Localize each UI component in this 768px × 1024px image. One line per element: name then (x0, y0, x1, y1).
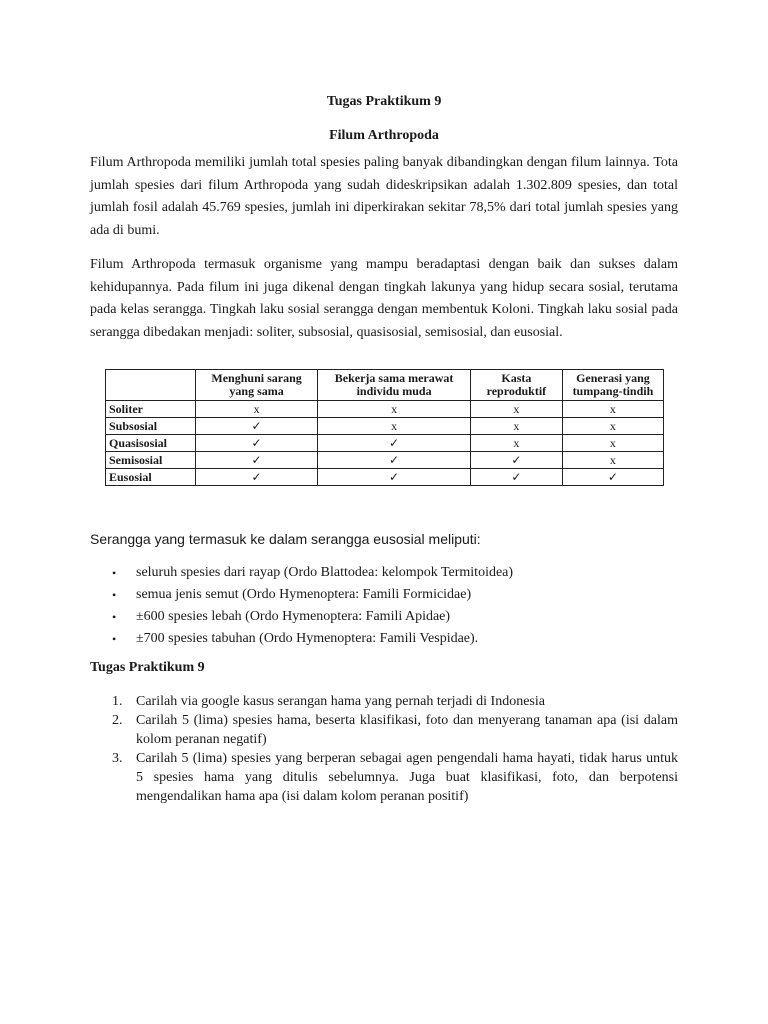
list-item (112, 584, 672, 606)
task-list (112, 692, 678, 806)
list-item-text: ±600 spesies lebah (Ordo Hymenoptera: Famili Apidae) (136, 609, 451, 624)
row-label: Quasisosial (106, 435, 196, 452)
paragraph-1: Filum Arthropoda memiliki jumlah total spesies paling banyak dibandingkan dengan filum lainnya. Tota jumlah spesies dari filum Arthropoda yang sudah dideskripsikan adalah 1.302.809 spesies, dan total jumlah fosil adalah 45.769 spesies, jumlah ini diperkirakan sekitar 78,5% dari total jumlah spesies yang ada di bumi. (90, 155, 678, 238)
row-label: Eusosial (106, 469, 196, 486)
row-label: Semisosial (106, 452, 196, 469)
paragraph-2: Filum Arthropoda termasuk organisme yang mampu beradaptasi dengan baik dan sukses dalam kehidupannya. Pada filum ini juga dikenal dengan tingkah lakunya yang hidup secara sosial, terutama pada kelas serangga. Tingkah laku sosial serangga dengan membentuk Koloni. Tingkah laku sosial pada serangga dibedakan menjadi: soliter, subsosial, quasisosial, semisosial, dan eusosial. (90, 257, 678, 340)
table-cell: ✓ (562, 469, 663, 486)
table-cell: x (562, 452, 663, 469)
table-row (106, 418, 664, 435)
table-cell: ✓ (318, 469, 471, 486)
table-cell: x (195, 401, 317, 418)
row-label: Subsosial (106, 418, 196, 435)
social-behavior-table (105, 369, 664, 486)
table-header-cell: Bekerja sama merawat individu muda (318, 370, 471, 401)
table-cell: x (562, 418, 663, 435)
bullet-icon: • (112, 632, 117, 646)
table-header-cell: Generasi yang tumpang-tindih (562, 370, 663, 401)
table-cell: x (470, 435, 562, 452)
list-item-text: Carilah via google kasus serangan hama yang pernah terjadi di Indonesia (136, 694, 545, 709)
list-number: 1. (112, 694, 123, 709)
table-cell: x (470, 401, 562, 418)
table-cell: x (562, 401, 663, 418)
table-cell: ✓ (195, 469, 317, 486)
list-item (112, 628, 672, 650)
table-header-cell (106, 370, 196, 401)
eusocial-intro: Serangga yang termasuk ke dalam serangga eusosial meliputi: (90, 531, 481, 547)
eusocial-list (112, 562, 672, 650)
bullet-icon: • (112, 610, 117, 624)
table-cell: ✓ (470, 469, 562, 486)
list-item-text: seluruh spesies dari rayap (Ordo Blattodea: kelompok Termitoidea) (136, 565, 514, 580)
list-item-text: ±700 spesies tabuhan (Ordo Hymenoptera: Famili Vespidae). (136, 631, 479, 646)
table-cell: x (318, 401, 471, 418)
list-item-text: Carilah 5 (lima) spesies yang berperan sebagai agen pengendali hama hayati, tidak harus untuk 5 spesies hama yang ditulis sebelumnya. Juga buat klasifikasi, foto, dan berpotensi mengendalikan hama apa (isi dalam kolom peranan positif) (136, 751, 678, 804)
table-cell: ✓ (318, 435, 471, 452)
table-row (106, 401, 664, 418)
list-item-text: semua jenis semut (Ordo Hymenoptera: Famili Formicidae) (136, 587, 472, 602)
table-cell: ✓ (195, 435, 317, 452)
list-item (112, 749, 678, 806)
table-header-cell: Menghuni sarang yang sama (195, 370, 317, 401)
table-cell: x (562, 435, 663, 452)
list-number: 2. (112, 713, 123, 728)
table-cell: ✓ (195, 418, 317, 435)
list-item-text: Carilah 5 (lima) spesies hama, beserta klasifikasi, foto dan menyerang tanaman apa (isi dalam kolom peranan negatif) (136, 713, 678, 747)
document-subtitle: Filum Arthropoda (329, 128, 439, 143)
list-item (112, 606, 672, 628)
section-heading: Tugas Praktikum 9 (90, 660, 205, 675)
row-label: Soliter (106, 401, 196, 418)
table-header-row (106, 370, 664, 401)
list-number: 3. (112, 751, 123, 766)
list-item (112, 692, 678, 711)
table-cell: x (318, 418, 471, 435)
table-row (106, 435, 664, 452)
table-cell: ✓ (195, 452, 317, 469)
table-row (106, 452, 664, 469)
table-cell: x (470, 418, 562, 435)
table-row (106, 469, 664, 486)
list-item (112, 711, 678, 749)
bullet-icon: • (112, 566, 117, 580)
document-title: Tugas Praktikum 9 (326, 94, 442, 109)
table-cell: ✓ (318, 452, 471, 469)
bullet-icon: • (112, 588, 117, 602)
table-cell: ✓ (470, 452, 562, 469)
table-header-cell: Kasta reproduktif (470, 370, 562, 401)
list-item (112, 562, 672, 584)
